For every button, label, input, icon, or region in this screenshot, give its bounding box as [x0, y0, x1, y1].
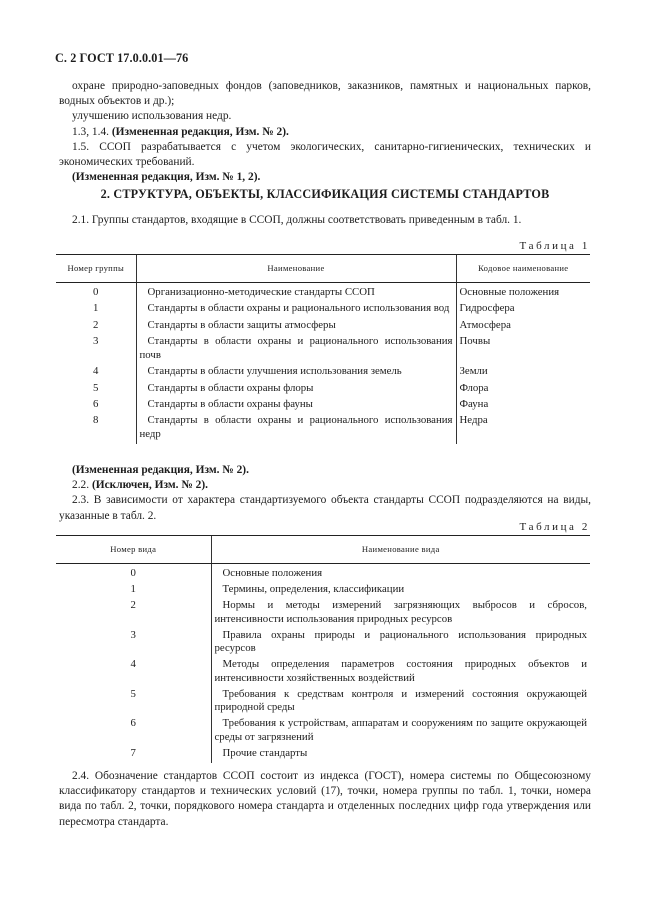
table-row: [56, 283, 590, 303]
intro-paragraph-2: улучшению использования недр.: [72, 110, 232, 123]
table2-cell-number: 4: [130, 658, 136, 671]
section-title: 2. СТРУКТУРА, ОБЪЕКТЫ, КЛАССИФИКАЦИЯ СИСТЕМЫ СТАНДАРТОВ: [100, 187, 550, 201]
exclusion-note: (Исключен, Изм. № 2).: [91, 479, 208, 492]
table-row: [56, 319, 590, 335]
table2-cell-name-text: Правила охраны природы и рационального использования природных ресурсов: [214, 628, 587, 655]
table1-cell-number: 6: [93, 397, 99, 410]
table1-cell-number: 5: [93, 381, 99, 394]
table2-cell-number: 6: [130, 717, 136, 730]
table1-header-number: Номер группы: [56, 255, 136, 283]
table1-cell-name-text: Организационно-методические стандарты ССОП: [147, 286, 375, 298]
table-row: [56, 629, 590, 659]
table1-cell-name: [136, 414, 456, 444]
table1-cell-code: Земли: [456, 365, 590, 381]
table2-cell-number: 3: [130, 628, 136, 641]
table2-header-row: [56, 536, 590, 564]
table2-cell-name-text: Термины, определения, классификации: [222, 582, 405, 595]
paragraph-1-3: [59, 125, 591, 140]
table2-cell-name-text: Требования к средствам контроля и измерений состояния окружающей природной среды: [214, 687, 587, 714]
table-row: [56, 658, 590, 688]
page-header: С. 2 ГОСТ 17.0.0.01—76: [55, 51, 189, 65]
change-note-1-5: (Измененная редакция, Изм. № 1, 2).: [72, 171, 261, 184]
table-row: [56, 717, 590, 747]
table2-cell-name: [211, 688, 590, 718]
table2-cell-name-text: Нормы и методы измерений загрязняющих выбросов и сбросов, интенсивности использования природных ресурсов: [214, 598, 587, 625]
table1-cell-name: [136, 283, 456, 303]
table1-header-name: Наименование: [136, 255, 456, 283]
table-2: [56, 535, 590, 763]
table2-cell-name: [211, 583, 590, 599]
table1-cell-code: Атмосфера: [456, 319, 590, 335]
table1-cell-name-text: Стандарты в области охраны и рационального использования вод: [147, 302, 450, 315]
table-1: [56, 254, 590, 444]
table2-cell-number: 1: [130, 582, 136, 595]
table1-header-row: [56, 255, 590, 283]
table1-cell-name-text: Стандарты в области охраны фауны: [147, 397, 313, 410]
table1-cell-number: 8: [93, 414, 99, 427]
paragraph-number: 2.2.: [72, 479, 90, 492]
table1-cell-code: Гидросфера: [456, 302, 590, 318]
paragraph-2-2: [59, 478, 591, 493]
table1-cell-name-text: Стандарты в области охраны и рационального использования недр: [139, 414, 453, 440]
table2-cell-number: 2: [130, 598, 136, 611]
table2-cell-number: 0: [130, 567, 136, 579]
table2-cell-name: [211, 599, 590, 629]
table1-cell-number: 0: [93, 286, 99, 298]
table1-cell-name: [136, 398, 456, 414]
table1-cell-code: Недра: [456, 414, 590, 444]
table-row: [56, 599, 590, 629]
table1-cell-name: [136, 302, 456, 318]
table-row: [56, 365, 590, 381]
table1-caption: Таблица 1: [519, 240, 590, 252]
table1-cell-number: 4: [93, 365, 99, 378]
table2-cell-name-text: Требования к устройствам, аппаратам и сооружениям по защите окружающей среды от загрязнений: [214, 717, 587, 743]
paragraph-2-1-block: [59, 213, 591, 228]
table-row: [56, 414, 590, 444]
table1-cell-code: Фауна: [456, 398, 590, 414]
table1-cell-name: [136, 365, 456, 381]
table1-cell-name-text: Стандарты в области улучшения использования земель: [147, 365, 402, 378]
table1-cell-name: [136, 382, 456, 398]
table-row: [56, 398, 590, 414]
table2-cell-number: 7: [130, 746, 136, 759]
paragraph-2-3: 2.3. В зависимости от характера стандартизуемого объекта стандарты ССОП подразделяются на виды, указанные в табл. 2.: [59, 494, 591, 522]
table1-header-code: Кодовое наименование: [456, 255, 590, 283]
change-note: (Измененная редакция, Изм. № 2).: [111, 125, 289, 138]
table1-cell-code: Основные положения: [456, 283, 590, 303]
change-note-table1: (Измененная редакция, Изм. № 2).: [72, 464, 249, 476]
paragraph-2-4-block: [59, 769, 591, 830]
table-row: [56, 382, 590, 398]
paragraph-2-4: 2.4. Обозначение стандартов ССОП состоит из индекса (ГОСТ), номера системы по Общесоюзному классификатору стандартов и технических условий (17), точки, номера группы по табл. 1, точки, номера вида по табл. 2, точки, порядкового номера стандарта и отделенных последних цифр года утверждения или пересмотра стандарта.: [59, 770, 591, 828]
table2-caption: Таблица 2: [519, 521, 590, 533]
intro-paragraph-1: охране природно-заповедных фондов (заповедников, заказников, памятных и национальных парков, водных объектов и др.);: [59, 80, 591, 108]
table2-cell-name: [211, 747, 590, 763]
table2-header-name: Наименование вида: [211, 536, 590, 564]
table-row: [56, 564, 590, 583]
table1-cell-number: 3: [93, 335, 99, 348]
table1-cell-code: Почвы: [456, 335, 590, 365]
table1-cell-code: Флора: [456, 382, 590, 398]
table2-cell-name: [211, 629, 590, 659]
table1-cell-number: 1: [93, 302, 99, 315]
table2-cell-name: [211, 717, 590, 747]
table-row: [56, 747, 590, 763]
table2-cell-name: [211, 658, 590, 688]
after-table1-block: [59, 463, 591, 524]
table2-cell-number: 5: [130, 687, 136, 700]
table2-header-number: Номер вида: [56, 536, 211, 564]
paragraph-2-1: 2.1. Группы стандартов, входящие в ССОП, должны соответствовать приведенным в табл. 1.: [72, 214, 522, 226]
table1-cell-name: [136, 319, 456, 335]
table-row: [56, 302, 590, 318]
table2-cell-name-text: Основные положения: [222, 567, 323, 579]
table1-cell-name-text: Стандарты в области охраны и рационального использования почв: [139, 335, 453, 361]
table1-cell-number: 2: [93, 318, 99, 331]
table2-cell-name-text: Методы определения параметров состояния природных объектов и интенсивности хозяйственных воздействий: [214, 658, 587, 684]
table-row: [56, 688, 590, 718]
table2-cell-name-text: Прочие стандарты: [222, 746, 308, 759]
table-row: [56, 583, 590, 599]
table1-cell-name-text: Стандарты в области охраны флоры: [147, 381, 314, 394]
paragraph-1-5: 1.5. ССОП разрабатывается с учетом экологических, санитарно-гигиенических, технических и экономических требований.: [59, 140, 591, 169]
table1-cell-name: [136, 335, 456, 365]
table-row: [56, 335, 590, 365]
paragraph-number: 1.3, 1.4.: [72, 125, 110, 138]
table2-cell-name: [211, 564, 590, 583]
table1-cell-name-text: Стандарты в области защиты атмосферы: [147, 318, 336, 331]
intro-block: [59, 79, 591, 185]
